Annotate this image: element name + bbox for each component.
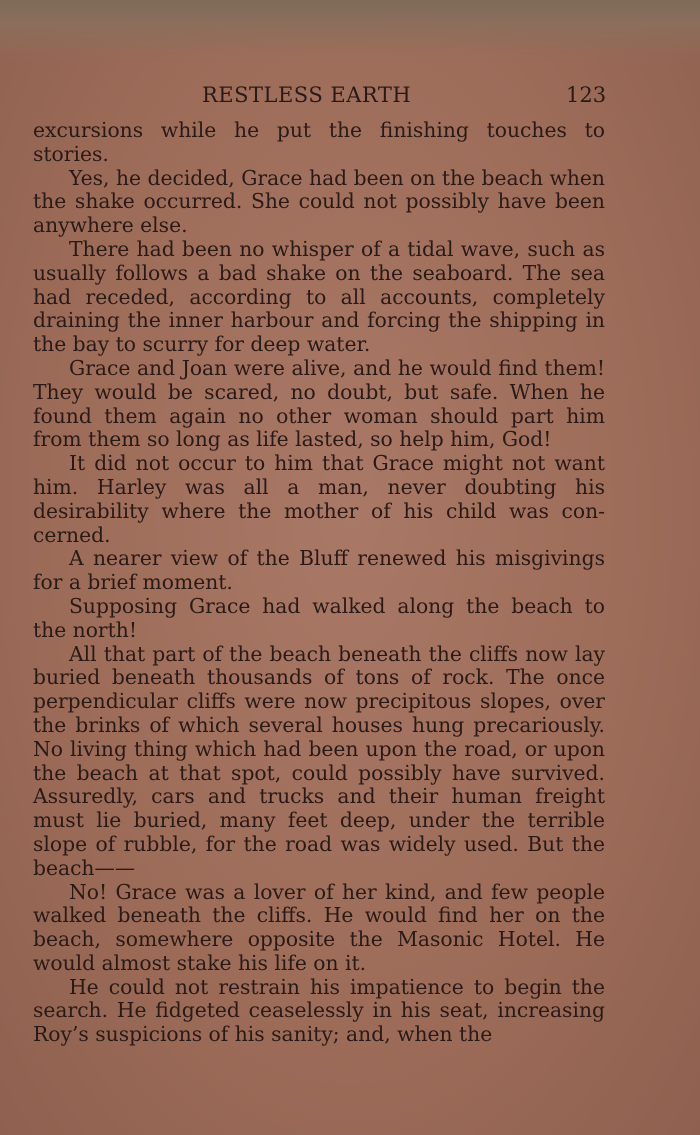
paragraph: A nearer view of the Bluff renewed his misgivings for a brief moment. [33,546,605,595]
paragraph: No! Grace was a lover of her kind, and few people walked beneath the cliffs. He would find her on the beach, somewhere opposite the Masonic Hotel. He would almost stake his life on it. [33,879,605,975]
page-number: 123 [566,83,607,107]
paragraph: He could not restrain his impatience to begin the search. He fidgeted ceaselessly in his seat, increasing Roy’s suspicions of his sanity; and, when the [33,974,605,1047]
paragraph: It did not occur to him that Grace might not want him. Harley was all a man, never doubting his desirability where the mother of his child was concerned. [33,451,605,547]
running-title: RESTLESS EARTH [202,83,412,107]
page-header [0,79,700,113]
paragraph: Yes, he decided, Grace had been on the beach when the shake occurred. She could not possibly have been anywhere else. [33,165,605,238]
paragraph: excursions while he put the finishing touches to stories. [33,118,605,166]
paragraph: Grace and Joan were alive, and he would find them! They would be scared, no doubt, but safe. When he found them again no other woman should part him from them so long as life lasted, so help him, God! [33,355,605,452]
paragraph: There had been no whisper of a tidal wave, such as usually follows a bad shake on the seaboard. The sea had receded, according to all accounts, completely draining the inner harbour and forcing the shipping in the bay to scurry for deep water. [33,236,605,357]
body-text [33,119,605,1047]
page-top-edge [0,0,700,60]
paragraph: All that part of the beach beneath the cliffs now lay buried beneath thousands of tons of rock. The once perpendicular cliffs were now precipitous slopes, over the brinks of which several houses hung precariously. No living thing which had been upon the road, or upon the beach at that spot, could possibly have survived. Assuredly, cars and trucks and their human freight must lie buried, many feet deep, under the terrible slope of rubble, for the road was widely used. But the beach—— [33,641,605,880]
paragraph: Supposing Grace had walked along the beach to the north! [33,593,605,642]
